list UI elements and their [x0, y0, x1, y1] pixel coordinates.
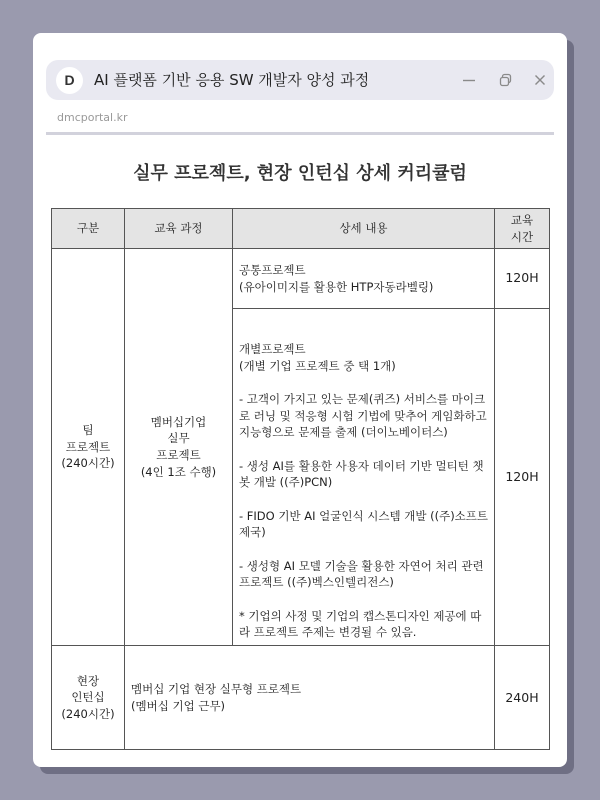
internship-hours: 240H — [495, 646, 550, 750]
curriculum-table — [51, 208, 550, 750]
individual-project-hours: 120H — [495, 309, 550, 646]
header-divider — [46, 132, 554, 135]
internship-details: 멤버십 기업 현장 실무형 프로젝트 (멤버십 기업 근무) — [125, 646, 495, 750]
internship-category: 현장 인턴십 (240시간) — [52, 646, 125, 750]
browser-window — [33, 33, 567, 767]
header-hours: 교육 시간 — [495, 209, 550, 249]
header-details: 상세 내용 — [233, 209, 495, 249]
restore-button[interactable] — [496, 70, 516, 90]
url-label: dmcportal.kr — [57, 111, 128, 124]
header-category: 구분 — [52, 209, 125, 249]
minimize-icon — [462, 73, 476, 87]
header-course: 교육 과정 — [125, 209, 233, 249]
team-project-category: 팀 프로젝트 (240시간) — [52, 249, 125, 646]
table-row — [52, 249, 550, 309]
team-project-course: 멤버십기업 실무 프로젝트 (4인 1조 수행) — [125, 249, 233, 646]
common-project-hours: 120H — [495, 249, 550, 309]
site-favicon: D — [56, 67, 83, 94]
window-title: AI 플랫폼 기반 응용 SW 개발자 양성 과정 — [94, 71, 370, 89]
common-project-details: 공통프로젝트 (유아이미지를 활용한 HTP자동라벨링) — [233, 249, 495, 309]
title-bar — [46, 60, 554, 100]
minimize-button[interactable] — [459, 70, 479, 90]
close-button[interactable] — [530, 70, 550, 90]
table-header-row — [52, 209, 550, 249]
close-icon — [533, 73, 547, 87]
restore-icon — [499, 73, 513, 87]
individual-project-details: 개별프로젝트 (개별 기업 프로젝트 중 택 1개) - 고객이 가지고 있는 문제(퀴즈) 서비스를 마이크로 러닝 및 적응형 시험 기법에 맞추어 게임화하고 지능형으로 문제를 출제 (더이노베이터스) - 생성 AI를 활용한 사용자 데이터 기반 멀티턴 챗봇 개발 ((주)PCN) - FIDO 기반 AI 얼굴인식 시스템 개발 ((주)소프트제국) - 생성형 AI 모델 기술을 활용한 자연어 처리 관련 프로젝트 ((주)벡스인텔리전스) * 기업의 사정 및 기업의 캡스톤디자인 제공에 따라 프로젝트 주제는 변경될 수 있음. — [233, 309, 495, 646]
table-row — [52, 646, 550, 750]
page-title: 실무 프로젝트, 현장 인턴십 상세 커리큘럼 — [133, 163, 467, 184]
